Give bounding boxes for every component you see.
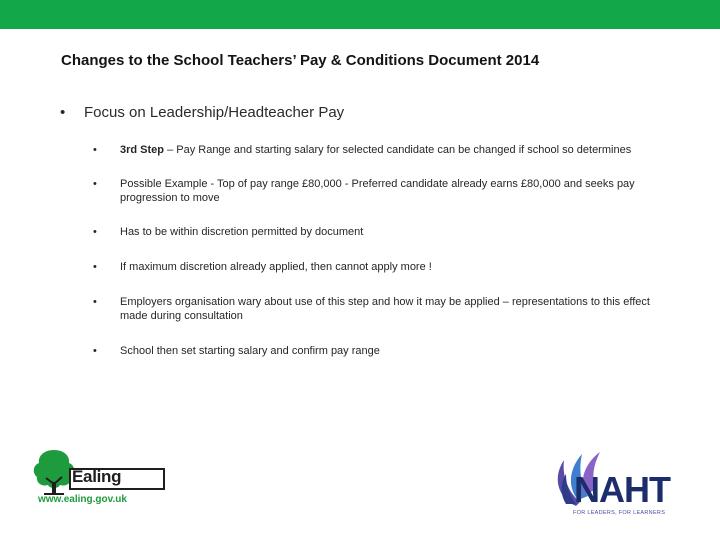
main-bullet bbox=[60, 104, 344, 121]
list-item bbox=[93, 225, 653, 239]
list-item-text: – Pay Range and starting salary for selected candidate can be changed if school so determines bbox=[164, 144, 632, 156]
bullet-marker: • bbox=[93, 178, 97, 190]
bullet-marker: • bbox=[93, 296, 97, 308]
bullet-marker: • bbox=[93, 261, 97, 273]
bullet-marker: • bbox=[93, 226, 97, 238]
list-item bbox=[93, 344, 653, 358]
ealing-name: Ealing bbox=[72, 467, 122, 486]
naht-tagline: FOR LEADERS, FOR LEARNERS bbox=[573, 510, 666, 516]
list-item-text: School then set starting salary and confirm pay range bbox=[120, 345, 380, 357]
list-item bbox=[93, 143, 653, 157]
list-item-text: Has to be within discretion permitted by document bbox=[120, 226, 364, 238]
list-item-text: Possible Example - Top of pay range £80,000 - Preferred candidate already earns £80,000 and seeks pay progression to move bbox=[120, 178, 635, 204]
bullet-marker: • bbox=[60, 104, 66, 121]
list-item-bold-text: 3rd Step bbox=[120, 144, 165, 156]
bullet-marker: • bbox=[93, 144, 97, 156]
list-item bbox=[93, 260, 653, 274]
sub-bullet-list bbox=[93, 143, 653, 358]
slide-title: Changes to the School Teachers’ Pay & Conditions Document 2014 bbox=[61, 52, 540, 69]
header-accent-bar bbox=[0, 0, 720, 29]
ealing-logo bbox=[30, 446, 140, 512]
naht-name: NAHT bbox=[574, 469, 670, 510]
list-item-text: If maximum discretion already applied, then cannot apply more ! bbox=[120, 261, 432, 273]
list-item bbox=[93, 177, 653, 205]
list-item-text: Employers organisation wary about use of this step and how it may be applied – representations to this effect made during consultation bbox=[120, 296, 650, 322]
main-bullet-text: Focus on Leadership/Headteacher Pay bbox=[84, 104, 345, 121]
bullet-marker: • bbox=[93, 345, 97, 357]
list-item bbox=[93, 295, 653, 323]
ealing-url: www.ealing.gov.uk bbox=[38, 494, 127, 505]
naht-logo bbox=[550, 448, 695, 523]
